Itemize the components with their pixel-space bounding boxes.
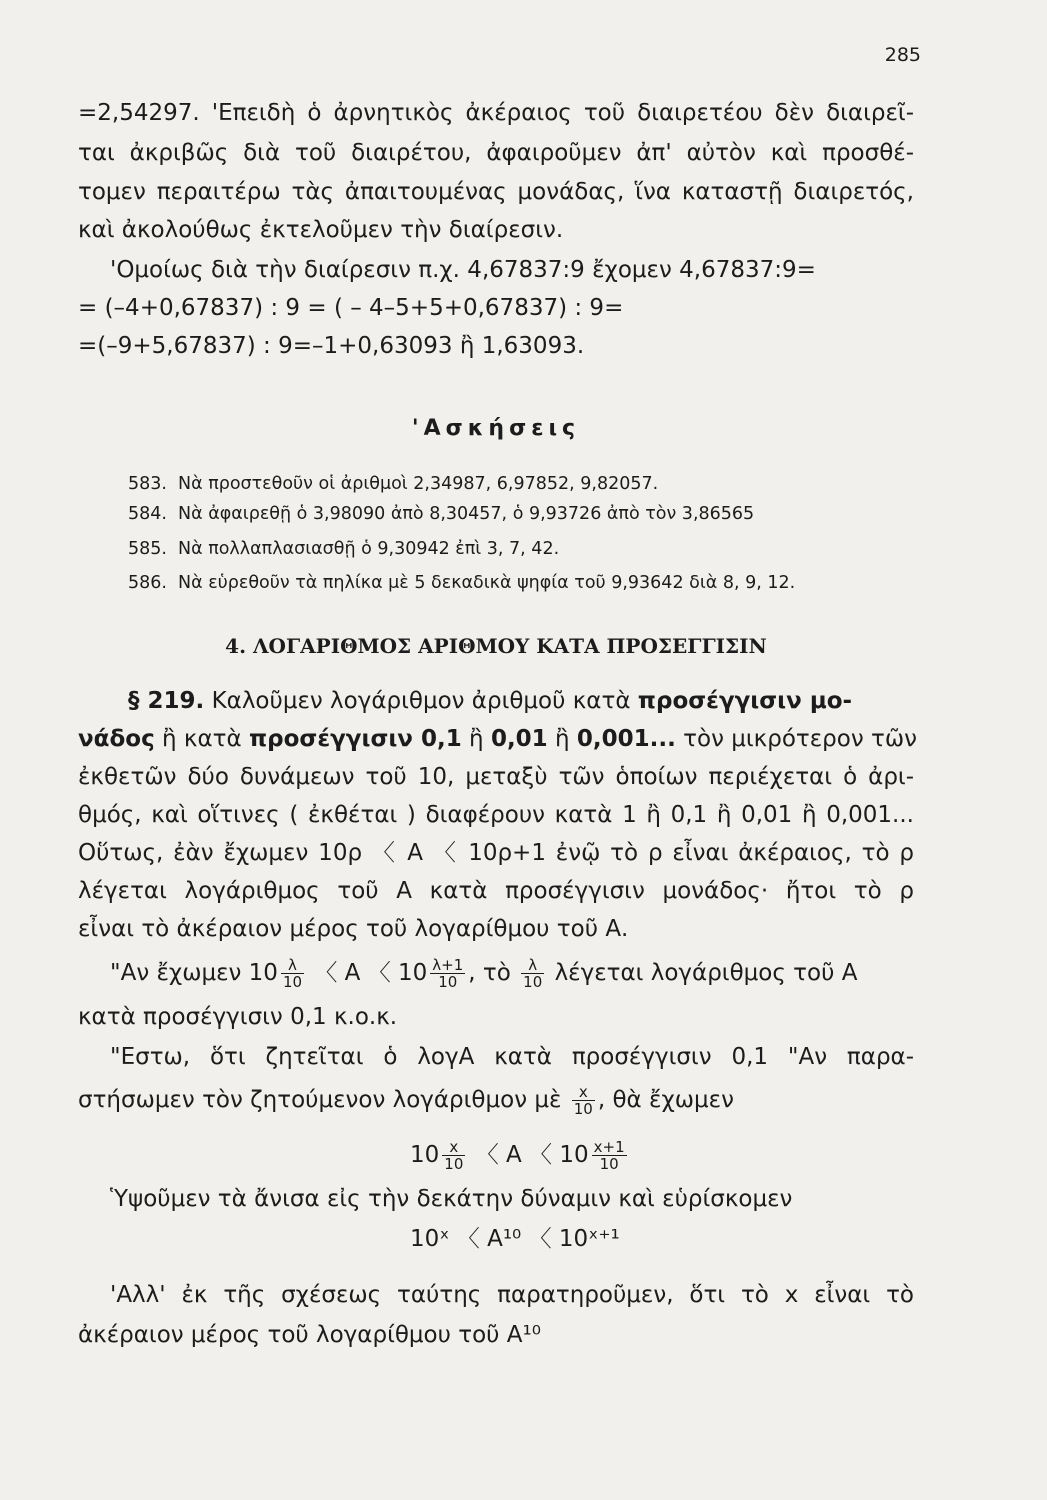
text-span: τὸν μικρότερον τῶν: [683, 726, 917, 752]
text-line: [78, 1083, 914, 1117]
exercise-number: 583.: [128, 474, 167, 494]
fraction-denominator: 10: [282, 973, 303, 991]
fraction-numerator: x+1: [593, 1138, 625, 1156]
inequality: [410, 1138, 830, 1172]
exercise-text: Νὰ εὑρεθοῦν τὰ πηλίκα μὲ 5 δεκαδικὰ ψηφία τοῦ 9,93642 διὰ 8, 9, 12.: [178, 573, 796, 593]
text-span: , τὸ: [468, 960, 511, 986]
text-span: ἢ κατὰ: [162, 726, 242, 752]
text-line: λέγεται λογάριθμος τοῦ Α κατὰ προσέγγισιν μονάδος· ἤτοι τὸ ρ: [78, 878, 914, 904]
text-span: "Αν ἔχωμεν 10: [110, 960, 278, 986]
term-bold: προσέγγισιν 0,1: [248, 726, 462, 752]
term-bold: 0,01: [490, 726, 548, 752]
text-span: , θὰ ἔχωμεν: [597, 1087, 734, 1113]
fraction-numerator: λ: [281, 957, 304, 974]
section-heading: 4. ΛΟΓΑΡΙΘΜΟΣ ΑΡΙΘΜΟΥ ΚΑΤΑ ΠΡΟΣΕΓΓΙΣΙΝ: [225, 634, 767, 658]
fraction-numerator: λ: [521, 957, 544, 974]
exercise-item: [128, 470, 658, 498]
exponent-fraction: [281, 957, 304, 990]
text-line: καὶ ἀκολούθως ἐκτελοῦμεν τὴν διαίρεσιν.: [78, 217, 564, 243]
fraction-denominator: 10: [599, 1155, 619, 1173]
text-line: εἶναι τὸ ἀκέραιον μέρος τοῦ λογαρίθμου τοῦ Α.: [78, 916, 629, 942]
text-line: ται ἀκριβῶς διὰ τοῦ διαιρέτου, ἀφαιροῦμεν ἀπ' αὐτὸν καὶ προσθέ-: [78, 140, 914, 166]
text-line: "Εστω, ὅτι ζητεῖται ὁ λογΑ κατὰ προσέγγισιν 0,1 "Αν παρα-: [110, 1044, 914, 1070]
term-bold: νάδος: [78, 726, 155, 752]
paragraph-number: § 219.: [128, 688, 205, 714]
exponent-fraction: [430, 957, 465, 990]
term-bold: 0,001...: [576, 726, 676, 752]
text-span: ἢ: [469, 726, 484, 752]
exponent-fraction: [442, 1139, 465, 1172]
text-line: θμός, καὶ οἵτινες ( ἐκθέται ) διαφέρουν κατὰ 1 ἢ 0,1 ἢ 0,01 ἢ 0,001...: [78, 802, 914, 828]
text-line: [110, 956, 914, 990]
exercise-number: 586.: [128, 573, 167, 593]
text-line: κατὰ προσέγγισιν 0,1 κ.ο.κ.: [78, 1004, 398, 1030]
exercise-item: [128, 535, 559, 563]
text-span: 10: [410, 1142, 440, 1168]
fraction-denominator: 10: [444, 1155, 464, 1173]
text-line: ἐκθετῶν δύο δυνάμεων τοῦ 10, μεταξὺ τῶν ὁποίων περιέχεται ὁ ἀρι-: [78, 764, 914, 790]
text-line: [128, 684, 914, 718]
fraction-denominator: 10: [573, 1100, 593, 1118]
exercises-title: 'Ασκήσεις: [411, 416, 581, 441]
text-span: ἢ: [555, 726, 570, 752]
fraction-numerator: x: [442, 1139, 465, 1156]
inequality: 10ˣ 〈 Α¹⁰ 〈 10ˣ⁺¹: [410, 1226, 620, 1252]
fraction-denominator: 10: [523, 973, 543, 991]
text-span: στήσωμεν τὸν ζητούμενον λογάριθμον μὲ: [78, 1087, 562, 1113]
fraction: [572, 1084, 595, 1117]
equation-line: = (–4+0,67837) : 9 = ( – 4–5+5+0,67837) : 9=: [78, 295, 624, 321]
text-line: ἀκέραιον μέρος τοῦ λογαρίθμου τοῦ Α¹⁰: [78, 1322, 541, 1348]
exercise-item: [128, 500, 754, 528]
fraction-denominator: 10: [438, 973, 458, 991]
text-line: Ὑψοῦμεν τὰ ἄνισα εἰς τὴν δεκάτην δύναμιν καὶ εὑρίσκομεν: [110, 1186, 793, 1212]
exercise-text: Νὰ πολλαπλασιασθῇ ὁ 9,30942 ἐπὶ 3, 7, 42.: [178, 539, 560, 559]
fraction-numerator: λ+1: [432, 956, 464, 974]
exercise-number: 585.: [128, 539, 167, 559]
page-number: 285: [884, 44, 921, 66]
exercise-number: 584.: [128, 504, 167, 524]
text-line: Οὕτως, ἐὰν ἔχωμεν 10ρ 〈 Α 〈 10ρ+1 ἐνῷ τὸ ρ εἶναι ἀκέραιος, τὸ ρ: [78, 840, 914, 866]
equation-line: =(–9+5,67837) : 9=–1+0,63093 ἢ 1,63093.: [78, 333, 585, 359]
text-span: λέγεται λογάριθμος τοῦ Α: [554, 960, 858, 986]
text-line: 'Ομοίως διὰ τὴν διαίρεσιν π.χ. 4,67837:9 ἔχομεν 4,67837:9=: [110, 257, 816, 283]
exponent-fraction: [592, 1139, 627, 1172]
exercise-item: [128, 569, 795, 597]
text-span: Καλοῦμεν λογάριθμον ἀριθμοῦ κατὰ: [211, 688, 631, 714]
text-span: 〈 Α 〈 10: [475, 1142, 589, 1168]
exercise-text: Νὰ ἀφαιρεθῇ ὁ 3,98090 ἀπὸ 8,30457, ὁ 9,93726 ἀπὸ τὸν 3,86565: [178, 504, 755, 524]
text-line: 'Αλλ' ἐκ τῆς σχέσεως ταύτης παρατηροῦμεν, ὅτι τὸ x εἶναι τὸ: [110, 1282, 914, 1308]
text-line: =2,54297. 'Επειδὴ ὁ ἀρνητικὸς ἀκέραιος τοῦ διαιρετέου δὲν διαιρεῖ-: [78, 100, 914, 126]
text-line: τομεν περαιτέρω τὰς ἀπαιτουμένας μονάδας, ἵνα καταστῇ διαιρετός,: [78, 179, 914, 205]
fraction-numerator: x: [572, 1084, 595, 1101]
text-line: [78, 722, 917, 756]
fraction: [521, 957, 544, 990]
term-bold: προσέγγισιν μο-: [637, 688, 853, 714]
exercise-text: Νὰ προστεθοῦν οἱ ἀριθμοὶ 2,34987, 6,97852, 9,82057.: [178, 474, 659, 494]
text-span: 〈 Α 〈 10: [314, 960, 428, 986]
